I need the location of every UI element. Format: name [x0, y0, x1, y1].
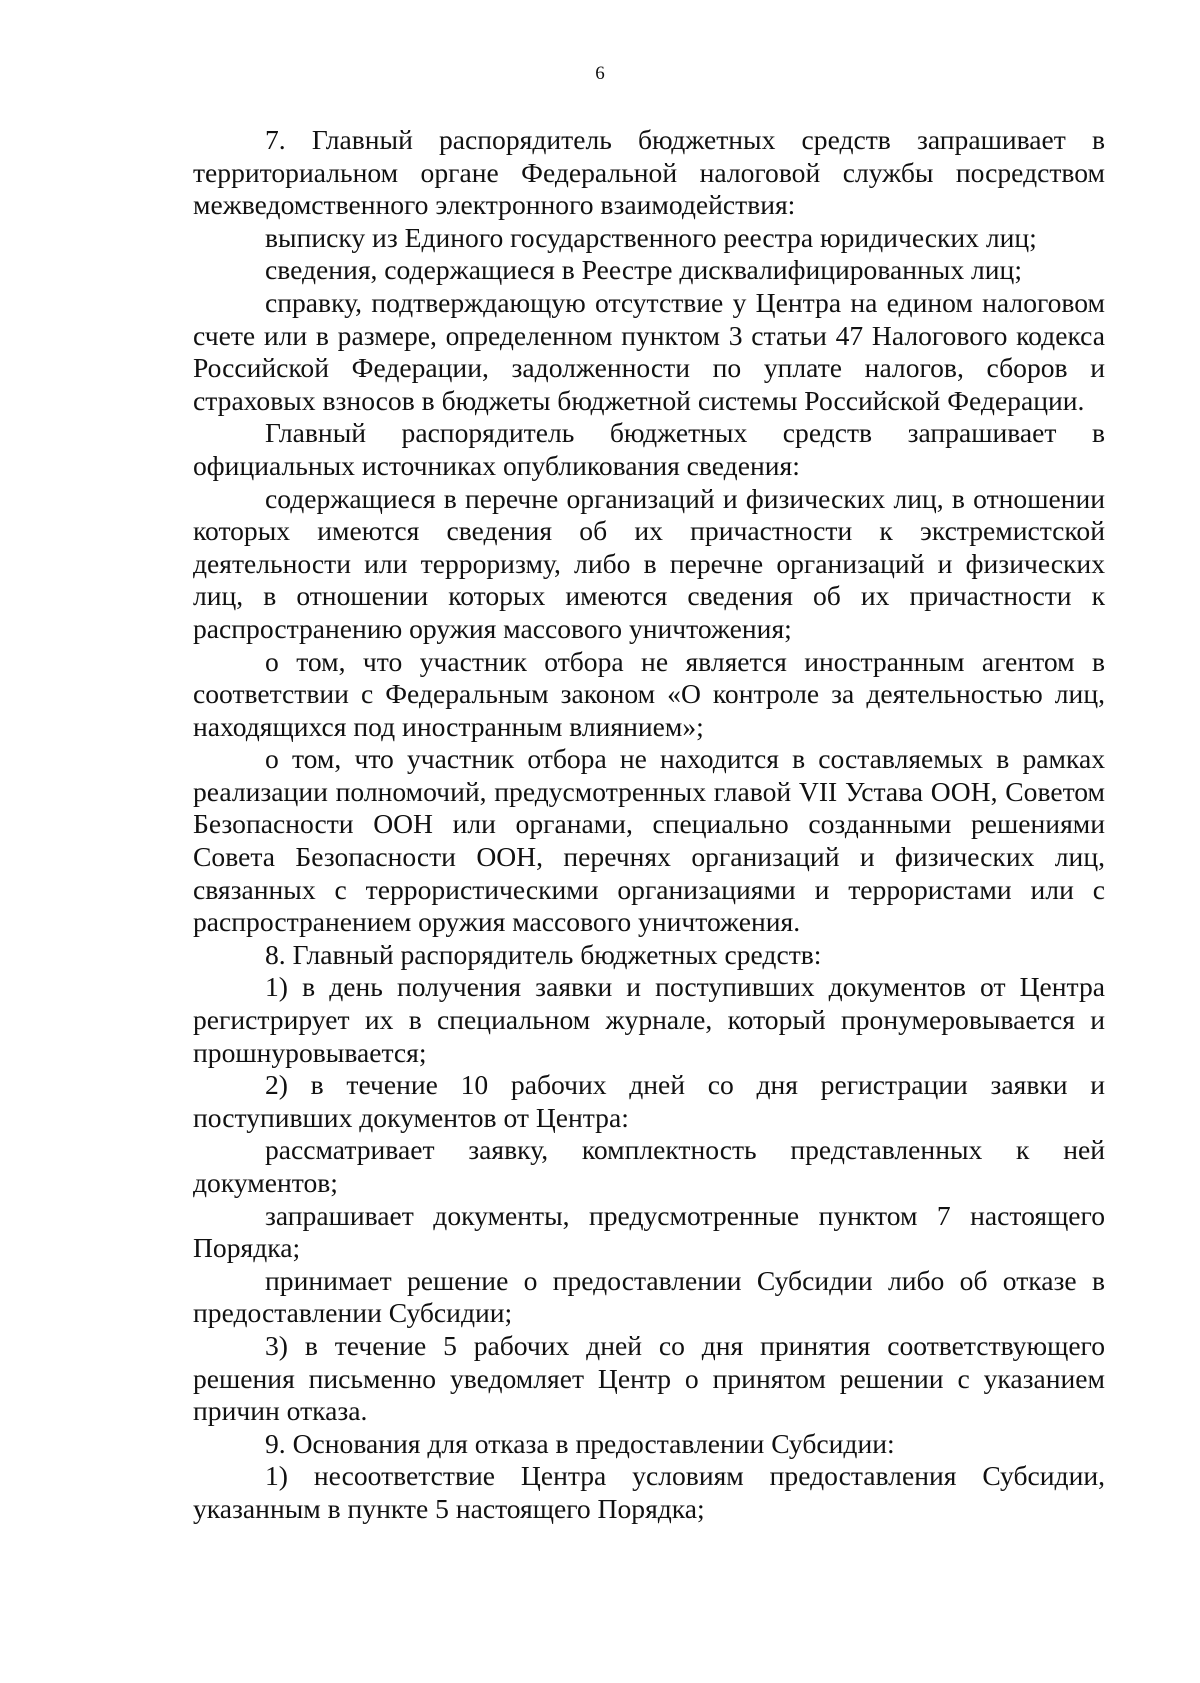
- paragraph-tax-debt-certificate: справку, подтверждающую отсутствие у Центра на едином налоговом счете или в размере, определенном пунктом 3 статьи 47 Налогового кодекса Российской Федерации, задолженности по уплате налогов, сборов и страховых взносов в бюджеты бюджетной системы Российской Федерации.: [193, 286, 1105, 416]
- paragraph-review-application: рассматривает заявку, комплектность представленных к ней документов;: [193, 1134, 1105, 1198]
- paragraph-request-documents: запрашивает документы, предусмотренные пунктом 7 настоящего Порядка;: [193, 1199, 1105, 1264]
- paragraph-un-lists: о том, что участник отбора не находится в составляемых в рамках реализации полномочий, предусмотренных главой VII Устава ООН, Советом Безопасности ООН или органами, специально созданными решениями Совета Безопасности ООН, перечнях организаций и физических лиц, связанных с террористическими организациями и террористами или с распространением оружия массового уничтожения.: [193, 743, 1105, 938]
- paragraph-9-item-1: 1) несоответствие Центра условиям предоставления Субсидии, указанным в пункте 5 настоящего Порядка;: [193, 1460, 1105, 1524]
- paragraph-egrul-extract: выписку из Единого государственного реестра юридических лиц;: [265, 221, 1037, 253]
- paragraph-official-sources: Главный распорядитель бюджетных средств запрашивает в официальных источниках опубликования сведения:: [193, 417, 1105, 481]
- paragraph-8-item-2: 2) в течение 10 рабочих дней со дня регистрации заявки и поступивших документов от Центра:: [193, 1069, 1105, 1133]
- paragraph-8-item-3: 3) в течение 5 рабочих дней со дня принятия соответствующего решения письменно уведомляет Центр о принятом решении с указанием причин отказа.: [193, 1329, 1105, 1427]
- paragraph-9-intro: 9. Основания для отказа в предоставлении Субсидии:: [265, 1427, 895, 1459]
- paragraph-extremism-list: содержащиеся в перечне организаций и физических лиц, в отношении которых имеются сведения об их причастности к экстремистской деятельности или терроризму, либо в перечне организаций и физических лиц, в отношении которых имеются сведения об их причастности к распространению оружия массового уничтожения;: [193, 482, 1105, 644]
- paragraph-8-item-1: 1) в день получения заявки и поступивших документов от Центра регистрирует их в специальном журнале, который пронумеровывается и прошнуровывается;: [193, 971, 1105, 1068]
- page-number: 6: [595, 63, 605, 84]
- document-body: [193, 124, 1105, 1526]
- paragraph-decision: принимает решение о предоставлении Субсидии либо об отказе в предоставлении Субсидии;: [193, 1264, 1105, 1329]
- paragraph-8-intro: 8. Главный распорядитель бюджетных средств:: [265, 938, 822, 970]
- paragraph-foreign-agent: о том, что участник отбора не является иностранным агентом в соответствии с Федеральным законом «О контроле за деятельностью лиц, находящихся под иностранным влиянием»;: [193, 645, 1105, 742]
- paragraph-disqualified-registry: сведения, содержащиеся в Реестре дисквалифицированных лиц;: [265, 254, 1022, 286]
- paragraph-7-intro: 7. Главный распорядитель бюджетных средств запрашивает в территориальном органе Федеральной налоговой службы посредством межведомственного электронного взаимодействия:: [193, 124, 1105, 221]
